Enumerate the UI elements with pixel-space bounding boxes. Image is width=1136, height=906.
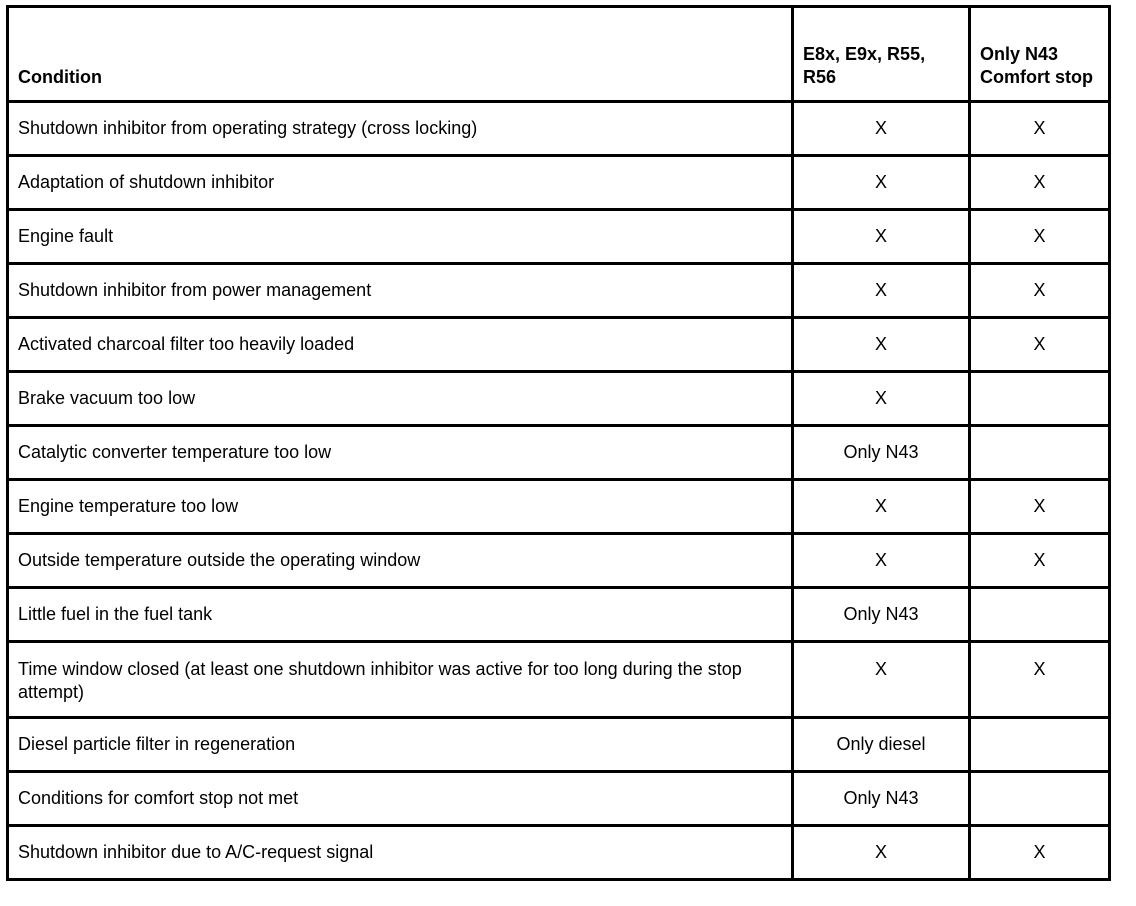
condition-cell: Shutdown inhibitor from power management — [8, 264, 793, 318]
condition-cell: Shutdown inhibitor from operating strategy (cross locking) — [8, 102, 793, 156]
models-cell: X — [793, 372, 970, 426]
comfort-stop-cell: X — [970, 318, 1110, 372]
models-cell: X — [793, 264, 970, 318]
condition-cell: Engine fault — [8, 210, 793, 264]
condition-cell: Activated charcoal filter too heavily loaded — [8, 318, 793, 372]
models-cell: X — [793, 480, 970, 534]
comfort-stop-cell — [970, 426, 1110, 480]
table-row — [8, 102, 1110, 156]
models-cell: Only N43 — [793, 588, 970, 642]
table-row — [8, 264, 1110, 318]
table-row — [8, 210, 1110, 264]
models-cell: X — [793, 642, 970, 718]
header-comfort-stop: Only N43 Comfort stop — [970, 7, 1110, 102]
header-models: E8x, E9x, R55, R56 — [793, 7, 970, 102]
table-header-row — [8, 7, 1110, 102]
models-cell: X — [793, 318, 970, 372]
table-row — [8, 156, 1110, 210]
comfort-stop-cell: X — [970, 156, 1110, 210]
models-cell: X — [793, 102, 970, 156]
models-cell: X — [793, 210, 970, 264]
comfort-stop-cell: X — [970, 534, 1110, 588]
table-row — [8, 480, 1110, 534]
condition-cell: Conditions for comfort stop not met — [8, 772, 793, 826]
condition-cell: Catalytic converter temperature too low — [8, 426, 793, 480]
comfort-stop-cell — [970, 588, 1110, 642]
condition-cell: Diesel particle filter in regeneration — [8, 718, 793, 772]
comfort-stop-cell — [970, 718, 1110, 772]
table-row — [8, 318, 1110, 372]
condition-cell: Outside temperature outside the operating window — [8, 534, 793, 588]
models-cell: X — [793, 826, 970, 880]
condition-cell: Engine temperature too low — [8, 480, 793, 534]
condition-cell: Adaptation of shutdown inhibitor — [8, 156, 793, 210]
table-row — [8, 826, 1110, 880]
models-cell: Only diesel — [793, 718, 970, 772]
condition-cell: Little fuel in the fuel tank — [8, 588, 793, 642]
condition-cell: Shutdown inhibitor due to A/C-request signal — [8, 826, 793, 880]
header-condition: Condition — [8, 7, 793, 102]
comfort-stop-cell: X — [970, 826, 1110, 880]
condition-cell: Time window closed (at least one shutdown inhibitor was active for too long during the stop attempt) — [8, 642, 793, 718]
table-row — [8, 426, 1110, 480]
table-row — [8, 772, 1110, 826]
comfort-stop-cell — [970, 372, 1110, 426]
comfort-stop-cell: X — [970, 480, 1110, 534]
table-row — [8, 372, 1110, 426]
comfort-stop-cell: X — [970, 210, 1110, 264]
models-cell: Only N43 — [793, 426, 970, 480]
table-row — [8, 642, 1110, 718]
models-cell: X — [793, 534, 970, 588]
comfort-stop-cell: X — [970, 264, 1110, 318]
table-row — [8, 718, 1110, 772]
table-row — [8, 588, 1110, 642]
models-cell: X — [793, 156, 970, 210]
conditions-table — [6, 5, 1111, 881]
comfort-stop-cell — [970, 772, 1110, 826]
condition-cell: Brake vacuum too low — [8, 372, 793, 426]
models-cell: Only N43 — [793, 772, 970, 826]
table-row — [8, 534, 1110, 588]
comfort-stop-cell: X — [970, 102, 1110, 156]
comfort-stop-cell: X — [970, 642, 1110, 718]
